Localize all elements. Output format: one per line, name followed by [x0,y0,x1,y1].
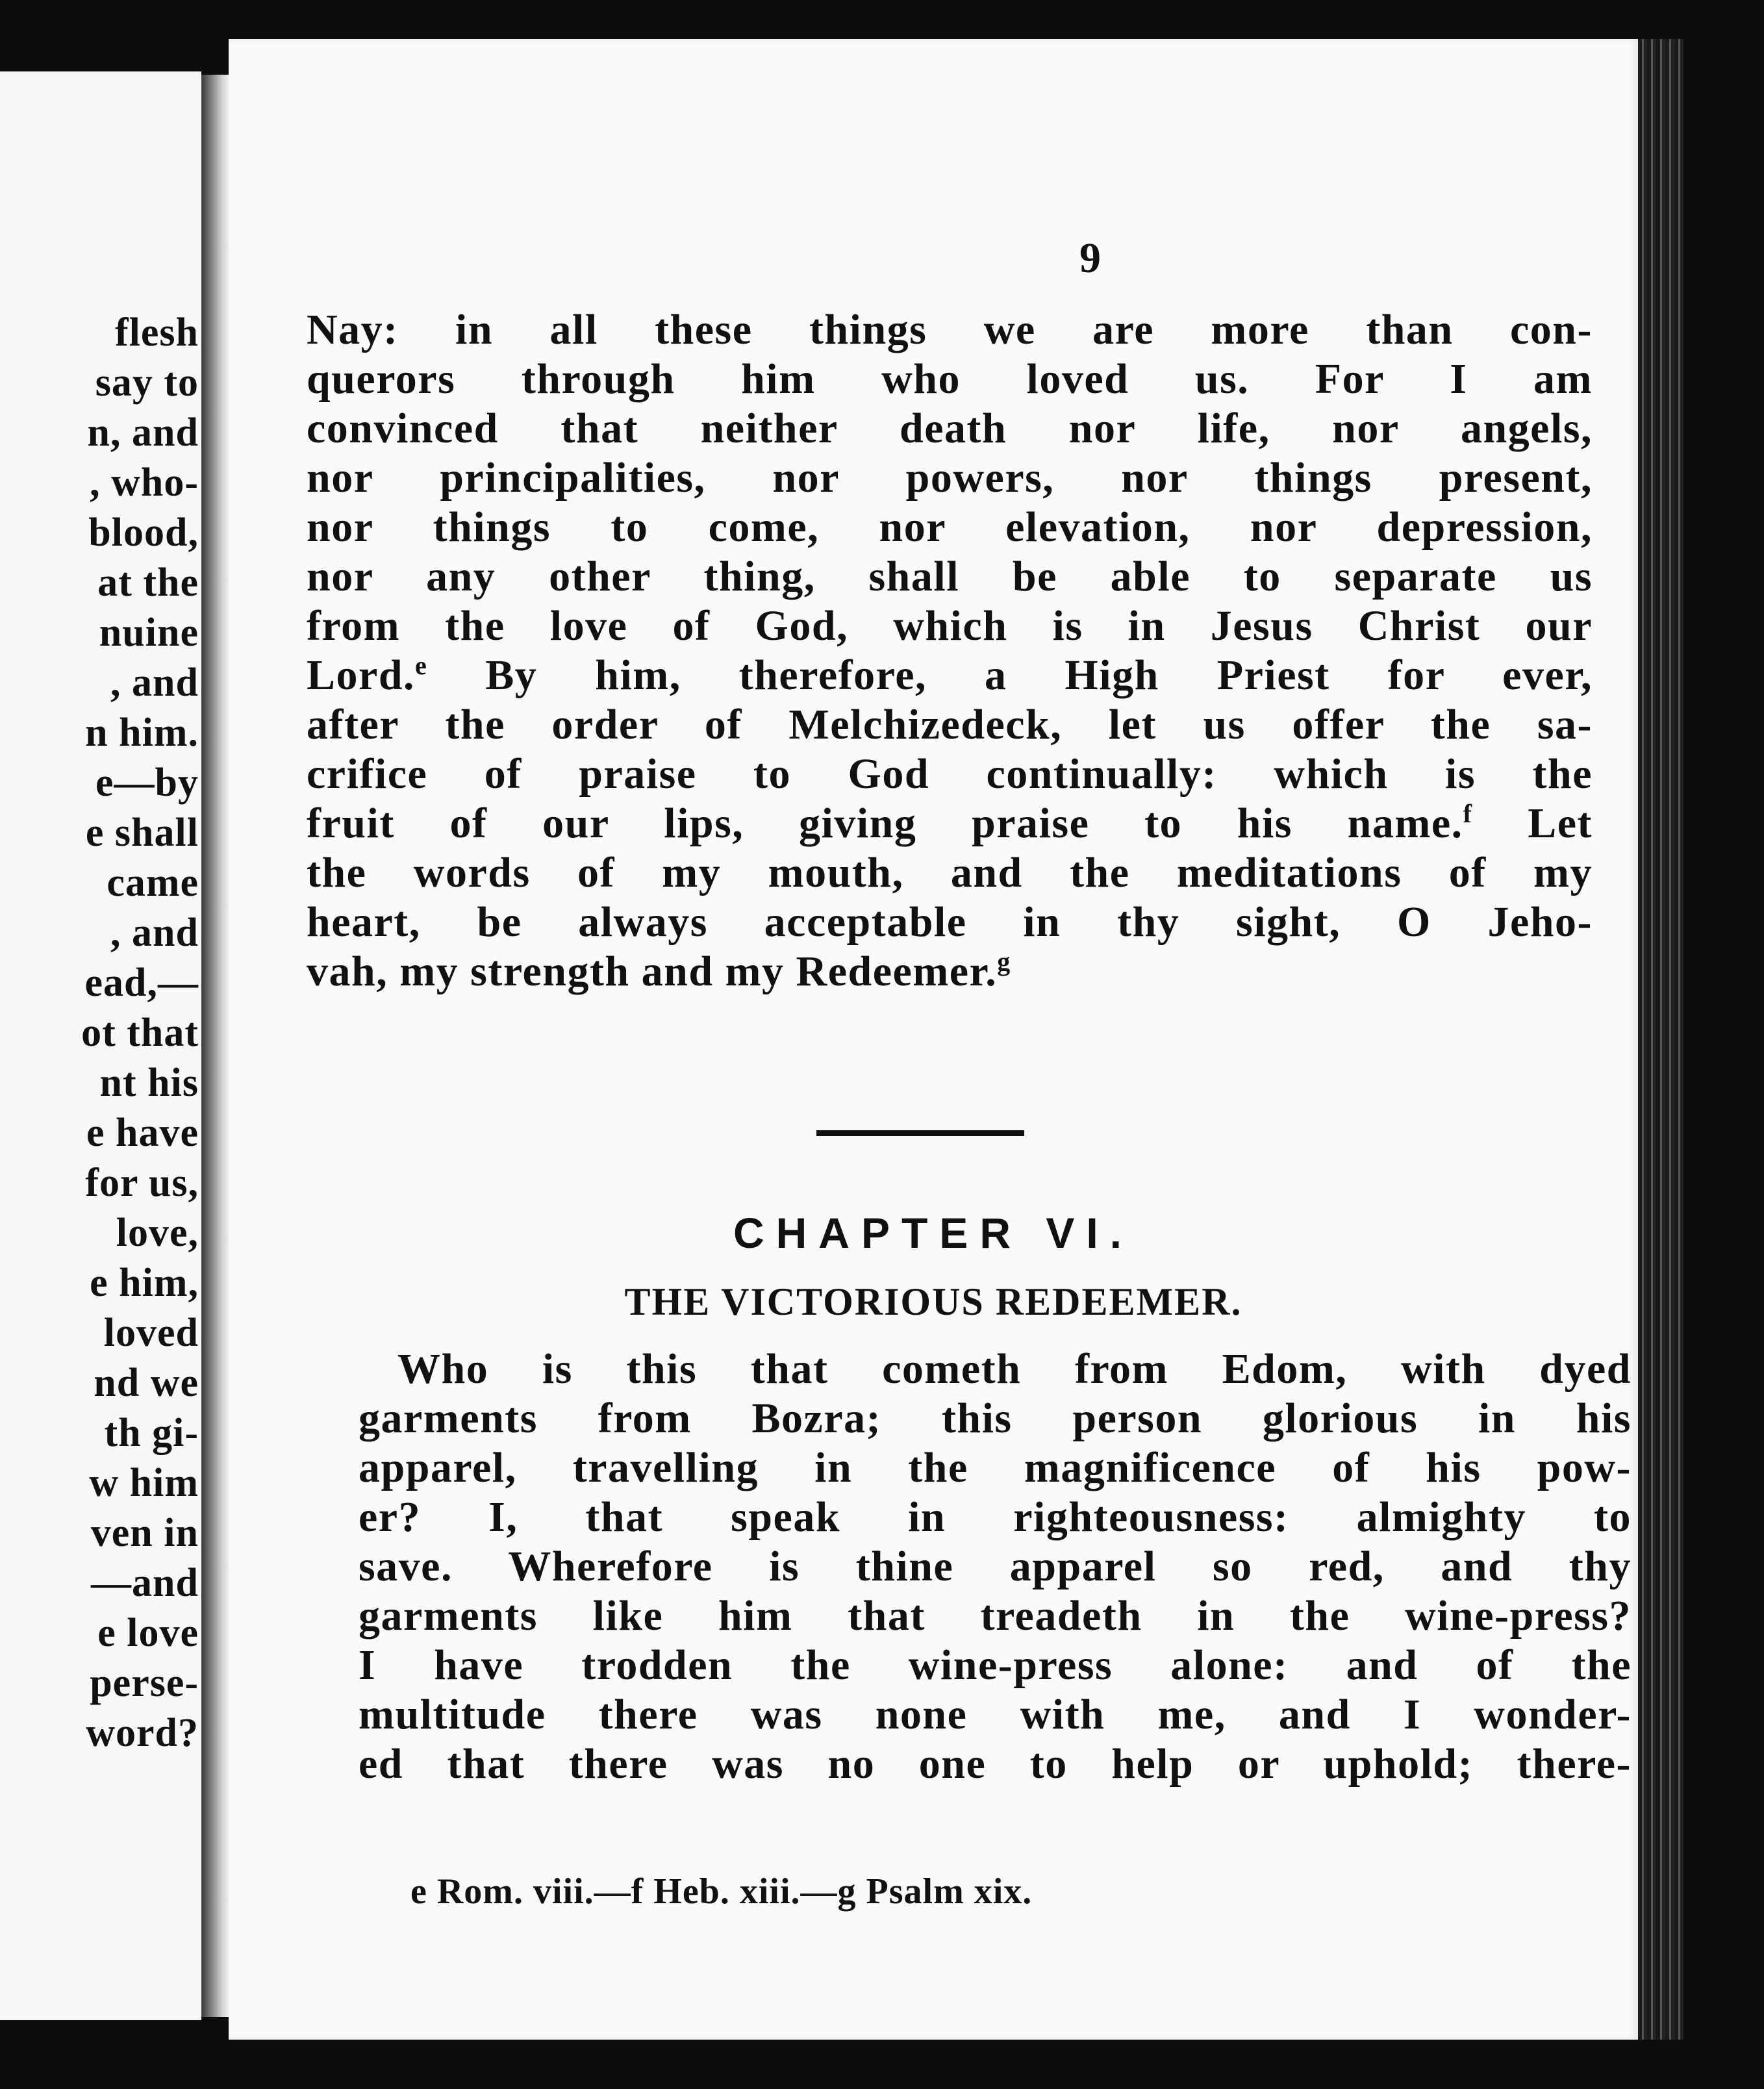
left-line: say to [95,361,199,405]
left-line: for us, [85,1161,199,1205]
left-line: perse- [90,1661,199,1705]
footnote-marker-f: f [1463,799,1473,828]
footnote-marker-g: g [997,947,1011,976]
text-line: from the love of God, which is in Jesus Christ our [307,602,1593,650]
left-line: at the [97,561,199,605]
left-line: , who- [90,461,199,505]
text-line: save. Wherefore is thine apparel so red, and thy [359,1543,1632,1590]
text-line [307,947,1593,996]
left-line: nt his [99,1061,199,1105]
left-line: flesh [115,310,199,355]
text-line: crifice of praise to God continually: which is the [307,750,1593,798]
text-line: ed that there was no one to help or uphold; there- [359,1740,1632,1788]
left-line: w him [89,1461,199,1505]
left-line: ven in [90,1511,199,1555]
right-page [229,39,1638,2040]
left-line: e shall [85,811,199,855]
text-line: heart, be always acceptable in thy sight, O Jeho- [307,898,1593,946]
left-line: n, and [87,411,199,455]
left-line: th gi- [104,1411,199,1455]
text-line: the words of my mouth, and the meditations of my [307,849,1593,896]
text-segment: By him, therefore, a High Priest for ever, [427,652,1593,699]
footnote-marker-e: e [415,651,428,680]
left-line: n him. [85,711,199,755]
text-line: nor any other thing, shall be able to separate us [307,553,1593,600]
text-line: after the order of Melchizedeck, let us offer the sa- [307,701,1593,748]
left-line: blood, [88,511,199,555]
left-line: , and [110,661,199,705]
text-line: apparel, travelling in the magnificence of his pow- [359,1444,1632,1491]
book-gutter [201,75,229,2017]
text-line: I have trodden the wine-press alone: and of the [359,1641,1632,1689]
text-segment: Lord. [307,652,416,699]
left-page-text [81,308,199,1758]
left-line: , and [110,911,199,955]
left-line: e him, [90,1261,199,1305]
text-line [307,651,1593,700]
left-line: ot that [81,1011,199,1055]
page-edges [1638,39,1683,2040]
text-segment: fruit of our lips, giving praise to his name. [307,800,1463,847]
left-line: loved [103,1311,199,1355]
left-line: ead,— [84,961,199,1005]
section-divider [816,1130,1024,1136]
text-line: nor principalities, nor powers, nor things present, [307,454,1593,501]
chapter-title: THE VICTORIOUS REDEEMER. [624,1280,1242,1323]
text-line: garments like him that treadeth in the wine-press? [359,1592,1632,1640]
text-line: nor things to come, nor elevation, nor depression, [307,503,1593,551]
text-line: Who is this that cometh from Edom, with dyed [397,1345,1632,1393]
text-segment: Let [1472,800,1593,847]
paragraph-1 [307,305,1593,996]
text-line: convinced that neither death nor life, nor angels, [307,405,1593,452]
left-line: nuine [99,611,199,655]
text-line: er? I, that speak in righteousness: almighty to [359,1493,1632,1541]
left-line: e—by [95,761,199,805]
left-line: e love [97,1611,199,1655]
chapter-heading: CHAPTER VI. [733,1209,1134,1257]
text-line [307,799,1593,848]
footnotes: e Rom. viii.—f Heb. xiii.—g Psalm xix. [410,1871,1033,1912]
page-number: 9 [1079,234,1101,282]
text-line: multitude there was none with me, and I wonder- [359,1691,1632,1738]
text-segment: vah, my strength and my Redeemer. [307,948,998,995]
text-line: garments from Bozra; this person glorious in his [359,1395,1632,1442]
text-line: Nay: in all these things we are more than con- [307,306,1593,353]
left-line: came [107,861,199,905]
paragraph-2 [359,1345,1632,1789]
left-line: love, [116,1211,199,1255]
left-line: nd we [94,1361,199,1405]
left-line: e have [86,1111,199,1155]
left-page [0,71,201,2020]
left-line: word? [86,1711,199,1755]
left-line: —and [91,1561,199,1605]
text-line: querors through him who loved us. For I am [307,355,1593,403]
